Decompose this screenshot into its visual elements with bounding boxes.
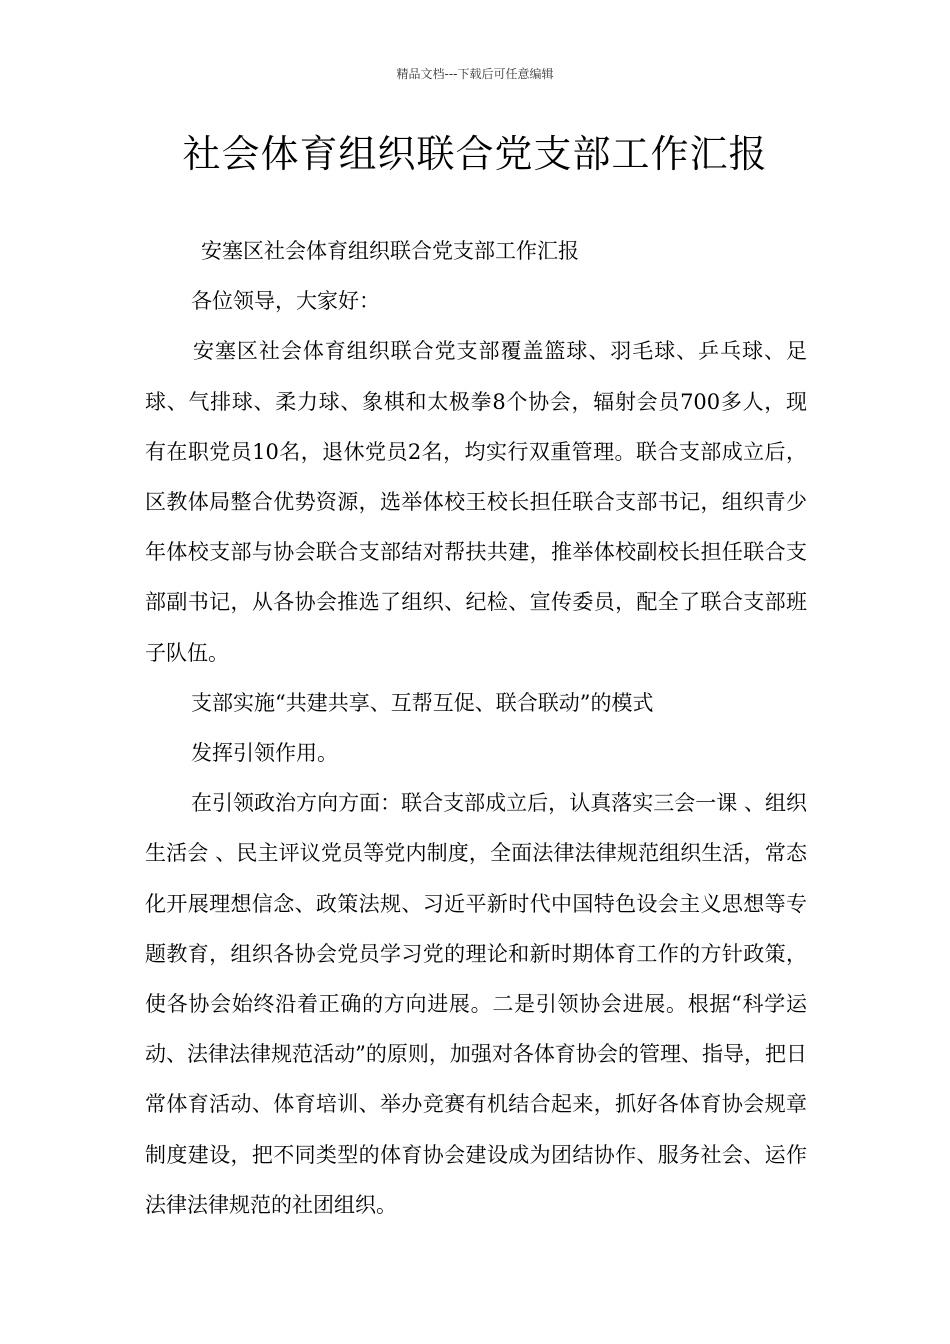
header-note: 精品文档---下载后可任意编辑 — [396, 67, 554, 81]
paragraph-model: 支部实施“共建共享、互帮互促、联合联动”的模式 — [191, 690, 654, 715]
paragraph-politics: 在引领政治方向方面：联合支部成立后，认真落实三会一课 、组织生活会 、民主评议党员等党内制度，全面法律法律规范组织生活，常态化开展理想信念、政策法规、习近平新时代中国特色设会主义思想等专题教育，组织各协会党员学习党的理论和新时期体育工作的方针政策，使各协会始终沿着正确的方向进展。二是引领协会进展。根据“科学运动、法律法律规范活动”的原则，加强对各体育协会的管理、指导，把日常体育活动、体育培训、举办竞赛有机结合起来，抓好各体育协会规章制度建设，把不同类型的体育协会建设成为团结协作、服务社会、运作法律法律规范的社团组织。 — [145, 791, 807, 1217]
paragraph-role: 发挥引领作用。 — [191, 741, 338, 766]
document-title: 社会体育组织联合党支部工作汇报 — [182, 132, 768, 176]
document-body — [145, 226, 807, 1230]
paragraph-intro: 安塞区社会体育组织联合党支部覆盖篮球、羽毛球、乒乓球、足球、气排球、柔力球、象棋和太极拳8个协会，辐射会员700多人，现有在职党员10名，退休党员2名，均实行双重管理。联合支部成立后，区教体局整合优势资源，选举体校王校长担任联合支部书记，组织青少年体校支部与协会联合支部结对帮扶共建，推举体校副校长担任联合支部副书记，从各协会推选了组织、纪检、宣传委员，配全了联合支部班子队伍。 — [145, 339, 807, 665]
greeting: 各位领导，大家好： — [191, 289, 380, 314]
document-subtitle: 安塞区社会体育组织联合党支部工作汇报 — [201, 239, 579, 263]
